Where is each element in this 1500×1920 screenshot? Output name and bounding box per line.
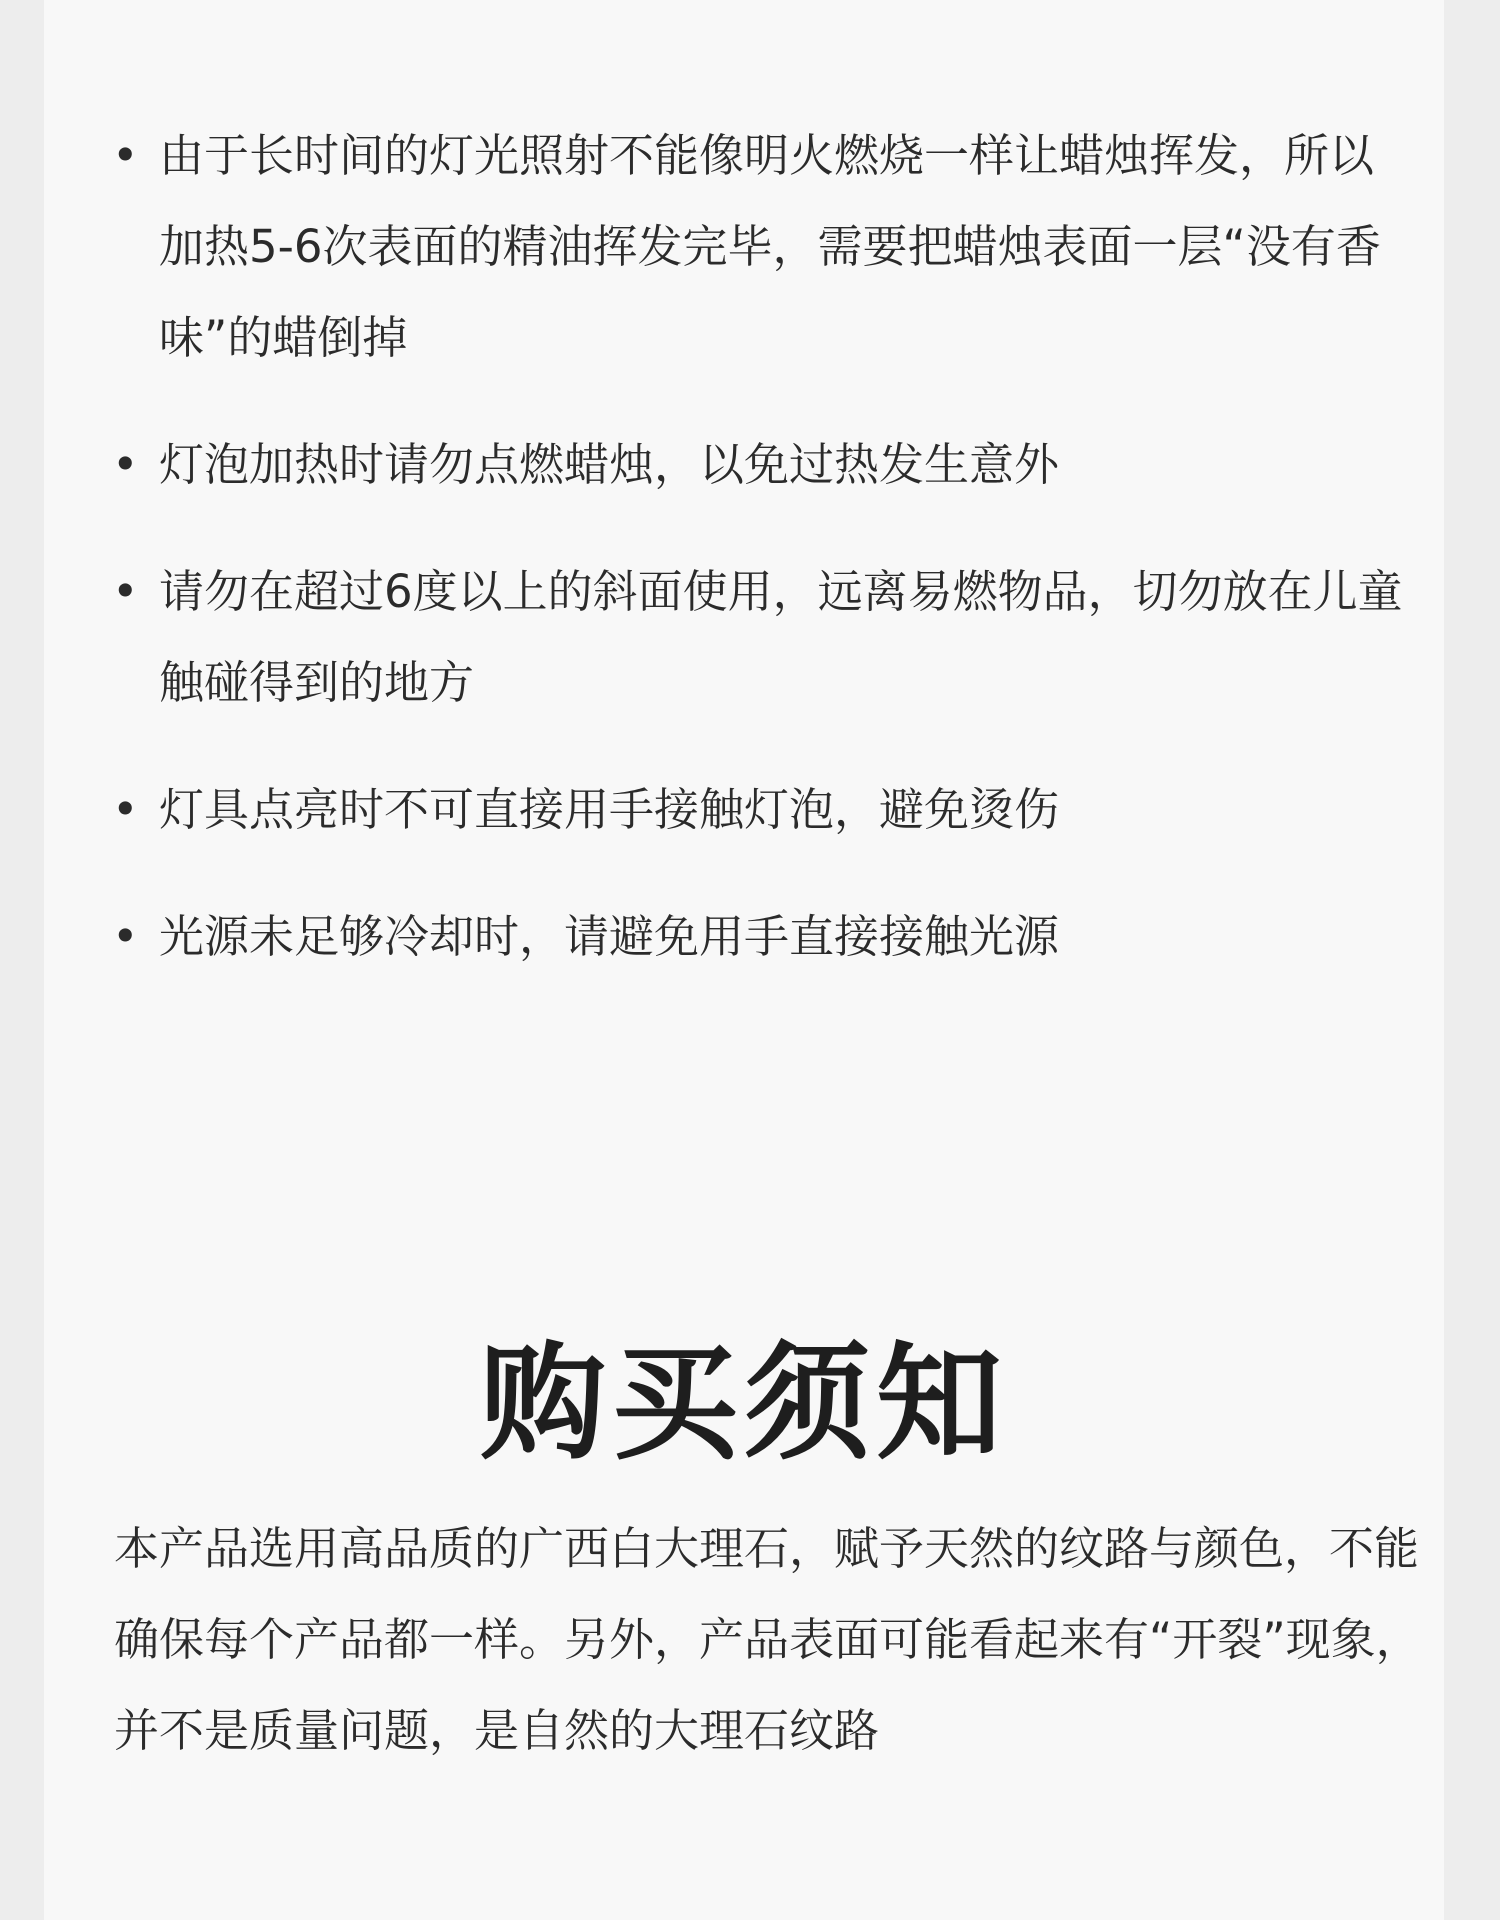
bullet-dot-icon: • <box>112 565 139 618</box>
precautions-list <box>44 110 1444 1018</box>
list-item <box>44 764 1444 855</box>
list-item-text: 灯具点亮时不可直接用手接触灯泡，避免烫伤 <box>159 783 1060 836</box>
content-card <box>44 0 1444 1920</box>
bullet-dot-icon: • <box>112 783 139 836</box>
list-item <box>44 419 1444 510</box>
list-item-text: 灯泡加热时请勿点燃蜡烛，以免过热发生意外 <box>159 438 1060 491</box>
list-item-text: 光源未足够冷却时，请避免用手直接接触光源 <box>159 910 1060 963</box>
section-title: 购买须知 <box>480 1330 1008 1478</box>
list-item <box>44 891 1444 982</box>
list-item <box>44 110 1444 383</box>
list-item-text: 由于长时间的灯光照射不能像明火燃烧一样让蜡烛挥发，所以加热5-6次表面的精油挥发完毕，需要把蜡烛表面一层“没有香味”的蜡倒掉 <box>159 129 1381 364</box>
bullet-dot-icon: • <box>112 129 139 182</box>
bullet-dot-icon: • <box>112 438 139 491</box>
bullet-dot-icon: • <box>112 910 139 963</box>
list-item <box>44 546 1444 728</box>
notice-paragraph: 本产品选用高品质的广西白大理石，赋予天然的纹路与颜色，不能确保每个产品都一样。另外，产品表面可能看起来有“开裂”现象，并不是质量问题，是自然的大理石纹路 <box>114 1522 1421 1757</box>
list-item-text: 请勿在超过6度以上的斜面使用，远离易燃物品，切勿放在儿童触碰得到的地方 <box>159 565 1403 709</box>
